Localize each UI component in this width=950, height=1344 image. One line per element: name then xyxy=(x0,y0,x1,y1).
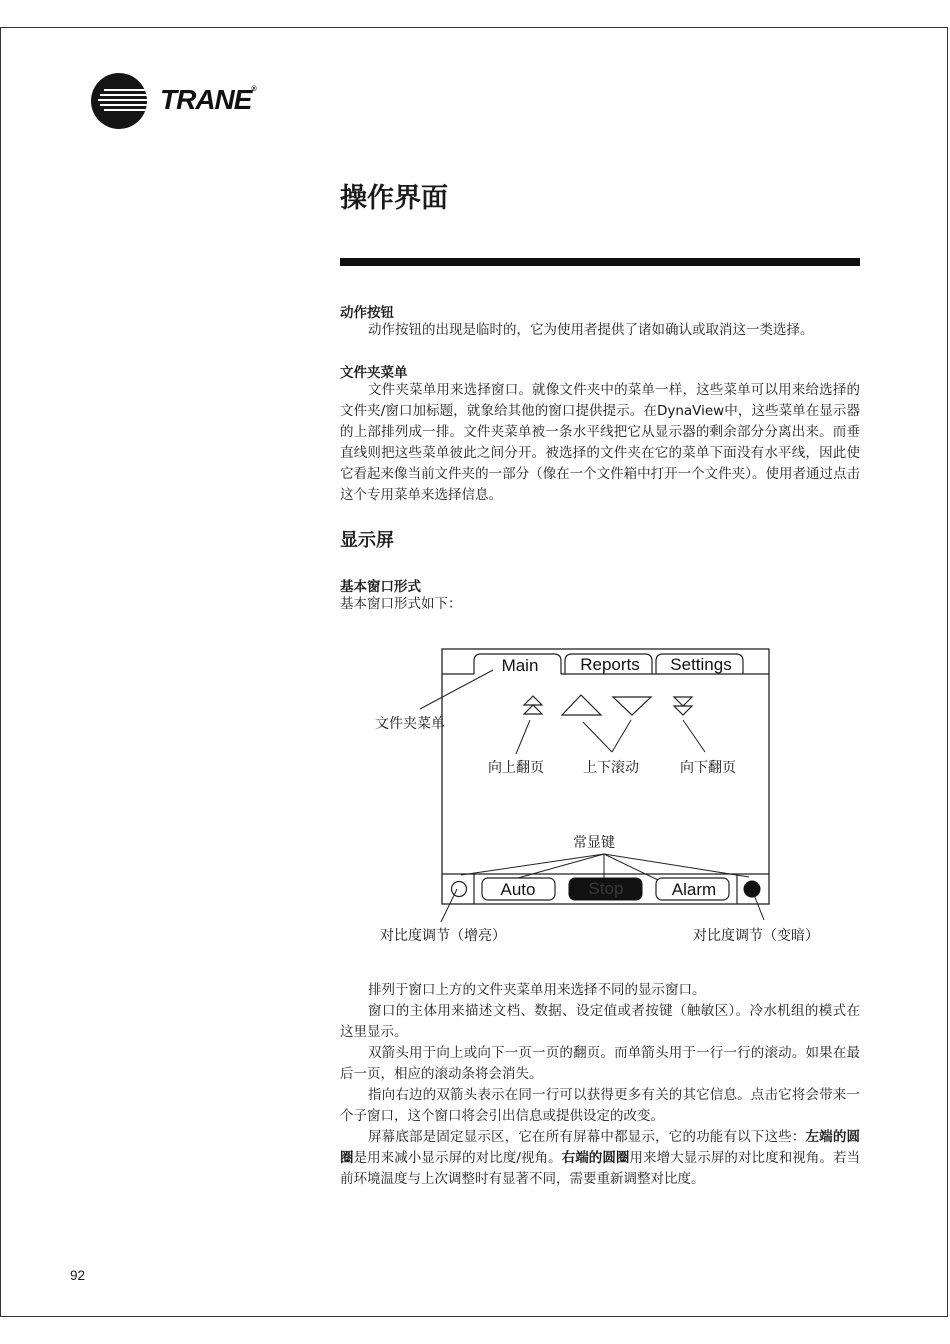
contrast-down-button[interactable] xyxy=(744,881,760,897)
paragraph-fixed-area: 屏幕底部是固定显示区，它在所有屏幕中都显示，它的功能有以下这些：左端的圆圈是用来减小显示屏的对比度/视角。右端的圆圈用来增大显示屏的对比度和视角。若当前环境温度与上次调整时有显著不同，需要重新调整对比度。 xyxy=(340,1129,861,1187)
label-contrast-down: 对比度调节（变暗） xyxy=(693,928,819,944)
section-heading-folder-menu: 文件夹菜单 xyxy=(340,365,408,381)
brand-name: TRANE® xyxy=(160,84,256,115)
page-up-icon[interactable] xyxy=(524,696,542,714)
trane-logo-icon xyxy=(90,72,148,130)
paragraph-window-body: 窗口的主体用来描述文档、数据、设定值或者按键（触敏区）。冷水机组的模式在这里显示。 xyxy=(340,1003,860,1040)
paragraph-right-arrow: 指向右边的双箭头表示在同一行可以获得更多有关的其它信息。点击它将会带来一个子窗口，这个窗口将会引出信息或提供设定的改变。 xyxy=(340,1087,860,1124)
stop-button-label: Stop xyxy=(588,879,624,898)
auto-button-label: Auto xyxy=(500,880,536,899)
tab-settings-label: Settings xyxy=(670,655,732,674)
label-folder-menu: 文件夹菜单 xyxy=(375,716,445,732)
label-contrast-up: 对比度调节（增亮） xyxy=(380,928,506,944)
paragraph-folder-menu-usage: 排列于窗口上方的文件夹菜单用来选择不同的显示窗口。 xyxy=(368,982,706,998)
section-heading-display: 显示屏 xyxy=(340,530,394,551)
page-down-icon[interactable] xyxy=(674,697,692,715)
section-body-action-buttons: 动作按钮的出现是临时的，它为使用者提供了诸如确认或取消这一类选择。 xyxy=(368,322,814,338)
alarm-button-label: Alarm xyxy=(671,880,717,899)
display-window-diagram xyxy=(360,640,840,960)
label-scroll: 上下滚动 xyxy=(583,760,639,776)
scroll-up-icon[interactable] xyxy=(562,695,601,715)
page-number: 92 xyxy=(70,1268,86,1283)
tab-main-label: Main xyxy=(501,656,539,675)
section-heading-basic-window: 基本窗口形式 xyxy=(340,579,421,595)
label-fixed-keys: 常显键 xyxy=(573,835,615,851)
label-page-down: 向下翻页 xyxy=(680,760,736,776)
contrast-up-button[interactable] xyxy=(452,882,467,897)
title-rule xyxy=(340,258,860,266)
section-body-folder-menu: 文件夹菜单用来选择窗口。就像文件夹中的菜单一样，这些菜单可以用来给选择的文件夹/窗口加标题，就象给其他的窗口提供提示。在DynaView中，这些菜单在显示器的上部排列成一排。文件夹菜单被一条水平线把它从显示器的剩余部分分离出来。而垂直线则把这些菜单彼此之间分开。被选择的文件夹在它的菜单下面没有水平线，因此使它看起来像当前文件夹的一部分（像在一个文件箱中打开一个文件夹）。使用者通过点击这个专用菜单来选择信息。 xyxy=(340,382,860,503)
page-title: 操作界面 xyxy=(340,183,448,214)
tab-reports-label: Reports xyxy=(580,655,640,674)
section-heading-action-buttons: 动作按钮 xyxy=(340,305,394,321)
section-body-basic-window: 基本窗口形式如下： xyxy=(340,596,462,612)
label-page-up: 向上翻页 xyxy=(488,760,544,776)
paragraph-arrows: 双箭头用于向上或向下一页一页的翻页。而单箭头用于一行一行的滚动。如果在最后一页，相应的滚动条将会消失。 xyxy=(340,1045,860,1082)
screen-outline xyxy=(442,649,769,904)
scroll-down-icon[interactable] xyxy=(613,697,651,715)
